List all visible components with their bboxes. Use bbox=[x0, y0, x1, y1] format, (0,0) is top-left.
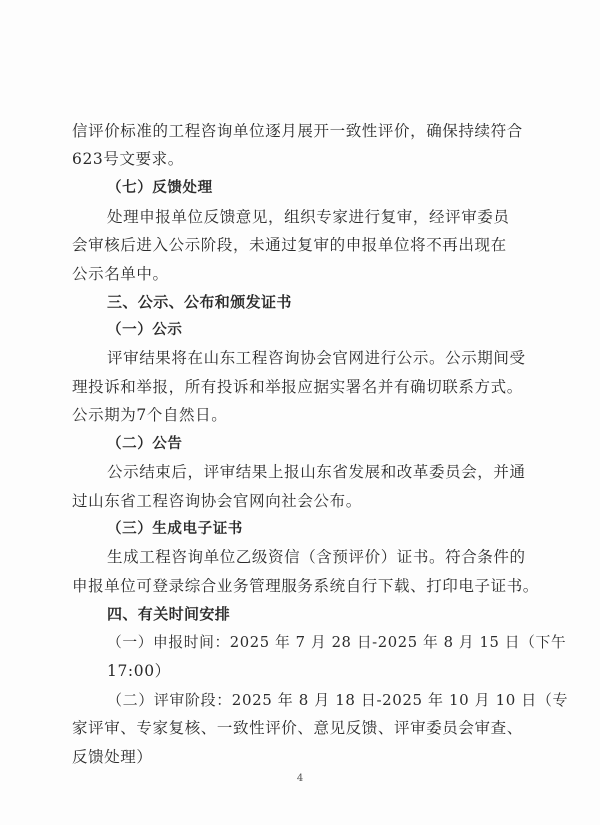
section-subheading: （七）反馈处理 bbox=[107, 180, 213, 196]
body-line: （二）评审阶段：2025 年 8 月 18 日-2025 年 10 月 10 日（专 bbox=[107, 691, 569, 709]
body-line: 会审核后进入公示阶段，未通过复审的申报单位将不再出现在 bbox=[72, 236, 507, 254]
section-subheading: （三）生成电子证书 bbox=[107, 521, 243, 537]
body-line: 生成工程咨询单位乙级资信（含预评价）证书。符合条件的 bbox=[107, 548, 526, 566]
section-subheading: （二）公告 bbox=[107, 436, 183, 452]
body-line: 公示名单中。 bbox=[72, 265, 169, 283]
body-line: 623号文要求。 bbox=[72, 150, 184, 168]
body-line: 信评价标准的工程咨询单位逐月展开一致性评价，确保持续符合 bbox=[72, 122, 523, 140]
body-line: 公示结束后，评审结果上报山东省发展和改革委员会，并通 bbox=[107, 463, 526, 481]
body-line: 家评审、专家复核、一致性评价、意见反馈、评审委员会审查、 bbox=[72, 719, 523, 737]
body-line: 申报单位可登录综合业务管理服务系统自行下载、打印电子证书。 bbox=[72, 577, 539, 595]
body-line: 理投诉和举报，所有投诉和举报应据实署名并有确切联系方式。 bbox=[72, 378, 523, 396]
section-heading: 四、有关时间安排 bbox=[107, 605, 231, 623]
section-heading: 三、公示、公布和颁发证书 bbox=[107, 293, 292, 311]
body-line: 反馈处理） bbox=[72, 748, 153, 766]
body-line: 处理申报单位反馈意见，组织专家进行复审，经评审委员 bbox=[107, 208, 510, 226]
body-line: （一）申报时间：2025 年 7 月 28 日-2025 年 8 月 15 日（下午 bbox=[107, 634, 567, 651]
section-subheading: （一）公示 bbox=[107, 322, 183, 338]
body-line: 17:00） bbox=[107, 662, 171, 680]
body-line: 过山东省工程咨询协会官网向社会公布。 bbox=[72, 492, 362, 510]
page-number: 4 bbox=[296, 773, 304, 784]
body-line: 评审结果将在山东工程咨询协会官网进行公示。公示期间受 bbox=[107, 349, 526, 367]
body-line: 公示期为7个自然日。 bbox=[72, 406, 228, 424]
